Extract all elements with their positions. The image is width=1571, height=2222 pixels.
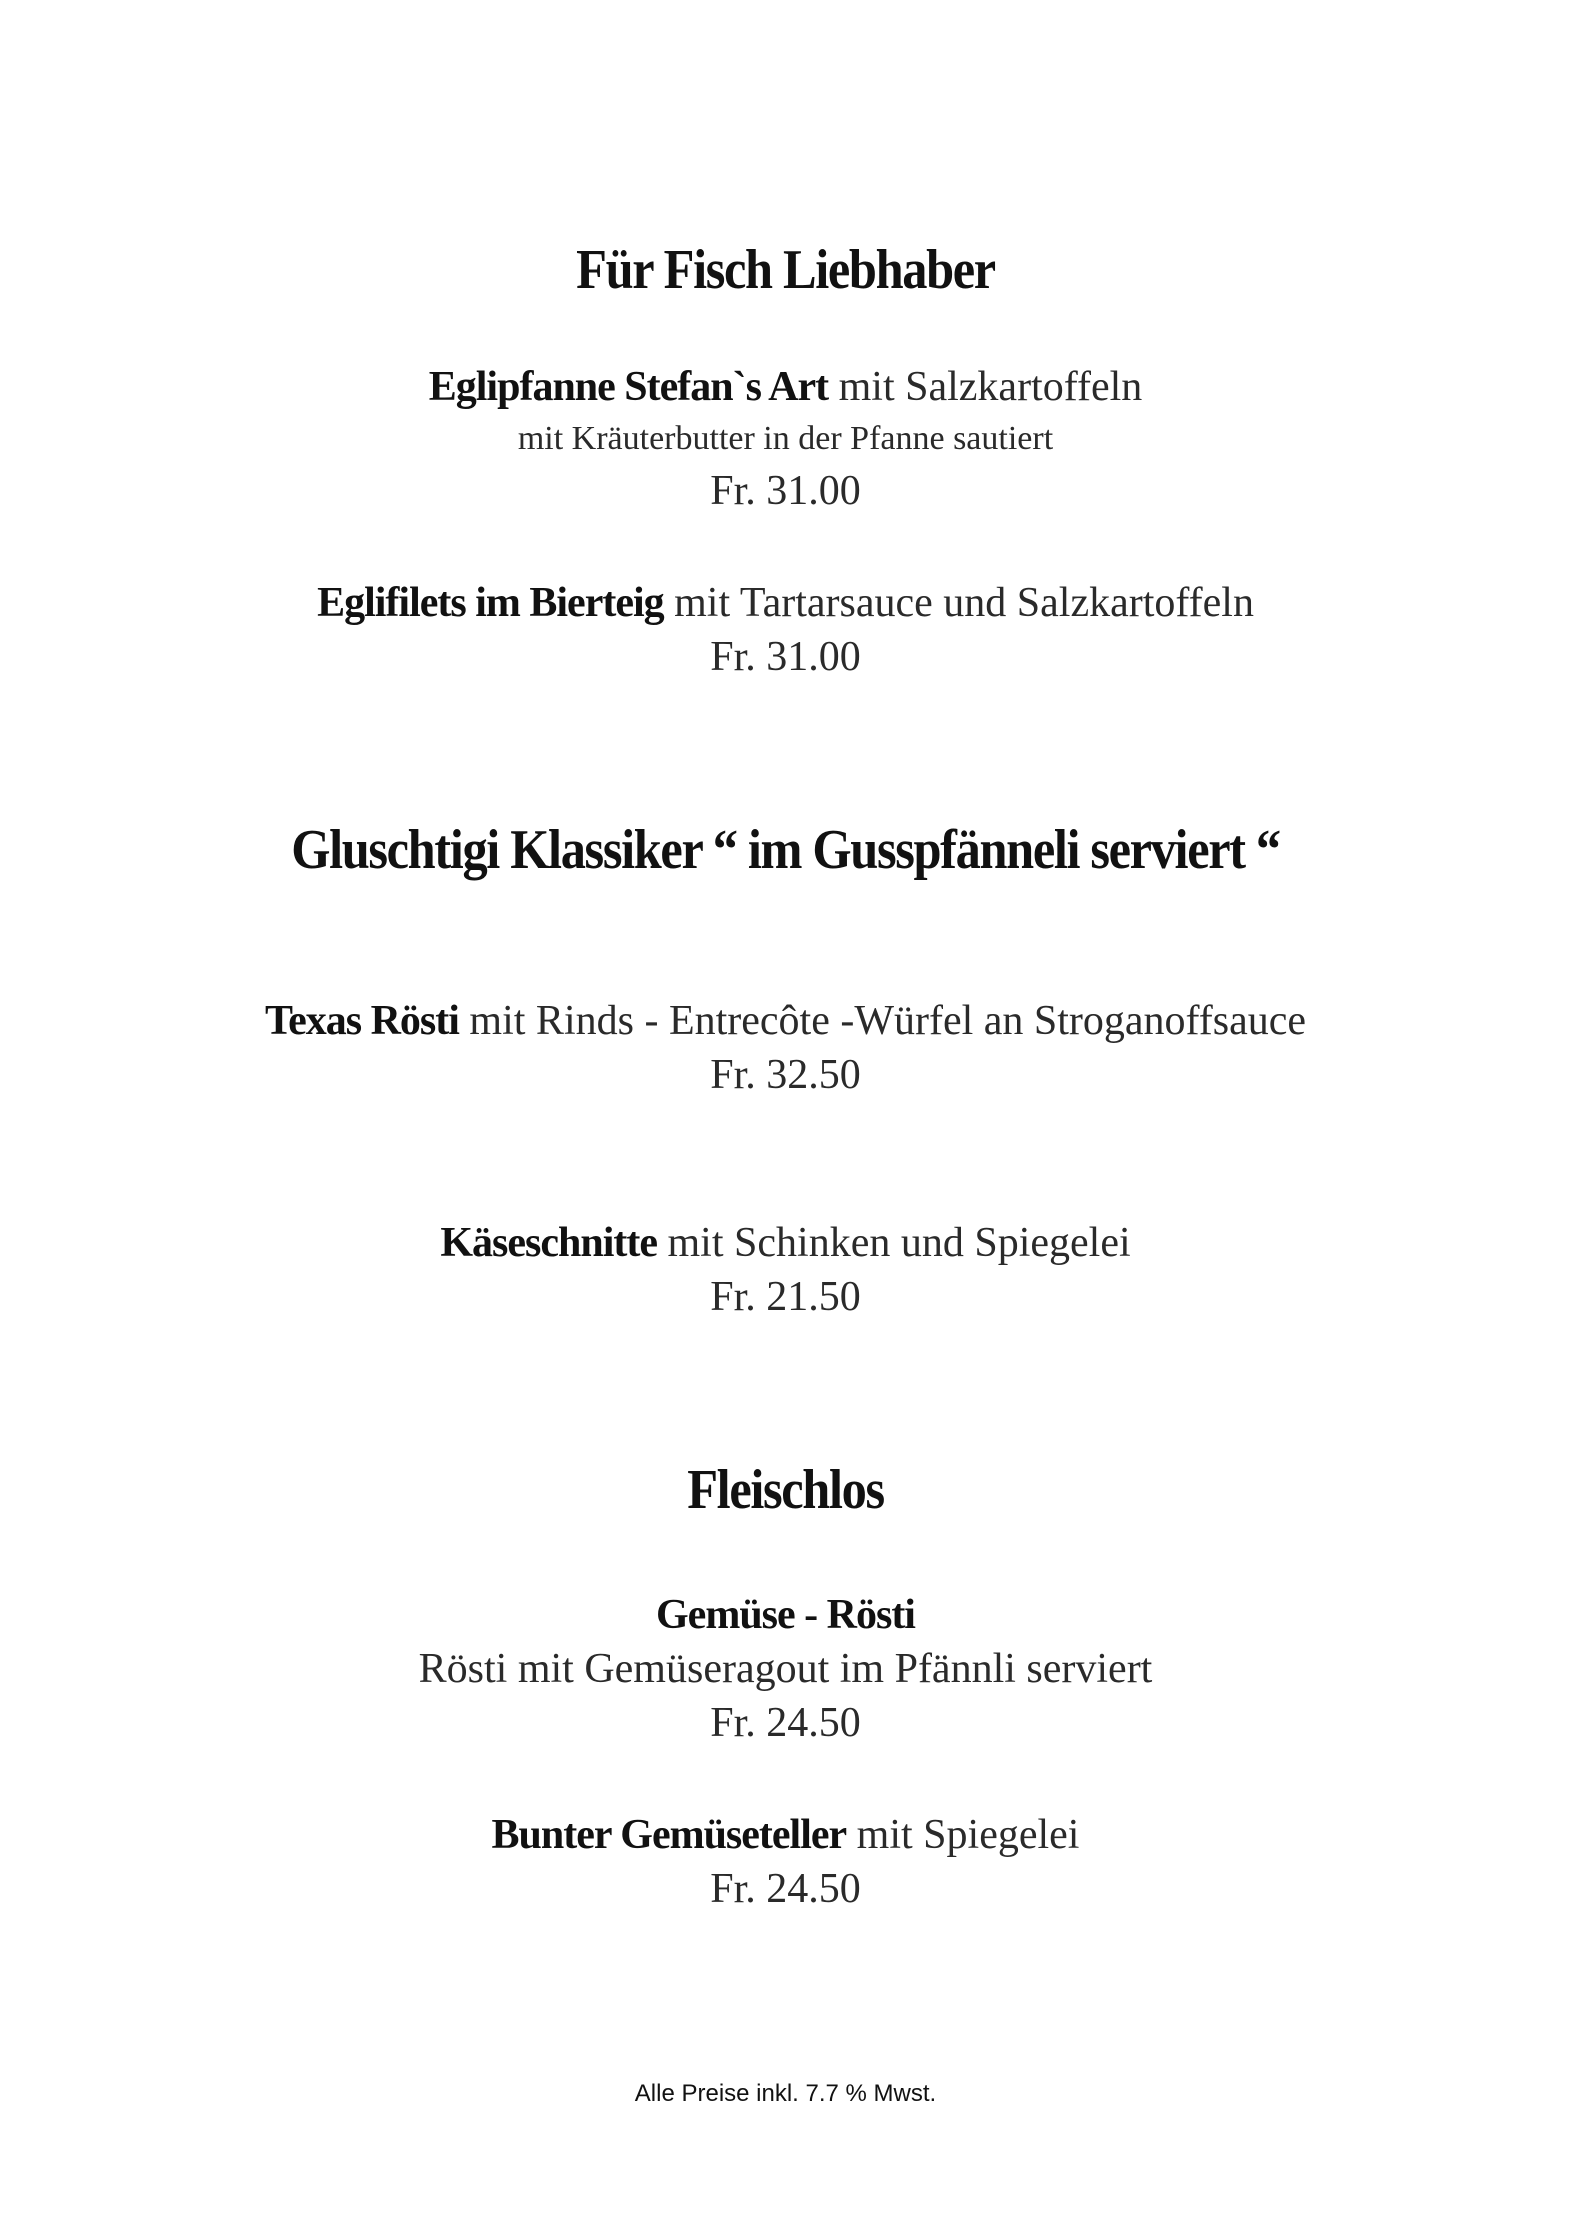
dish-price: Fr. 31.00 — [710, 468, 861, 514]
section-title-fleischlos: Fleischlos — [687, 1459, 884, 1521]
dish-description: mit Salzkartoffeln — [828, 364, 1143, 410]
section-title-fish: Für Fisch Liebhaber — [576, 239, 995, 301]
dish-price: Fr. 24.50 — [710, 1866, 861, 1912]
menu-item-gemuese-roesti — [0, 1594, 1571, 1636]
price-note-footer: Alle Preise inkl. 7.7 % Mwst. — [634, 2080, 937, 2107]
dish-price: Fr. 31.00 — [710, 634, 861, 680]
dish-name: Gemüse - Rösti — [656, 1592, 915, 1638]
dish-subdescription: mit Kräuterbutter in der Pfanne sautiert — [517, 420, 1054, 457]
dish-description: mit Rinds - Entrecôte -Würfel an Stroganoffsauce — [458, 998, 1307, 1044]
dish-name: Eglipfanne Stefan`s Art — [428, 364, 829, 410]
dish-description: mit Schinken und Spiegelei — [657, 1220, 1131, 1266]
dish-price: Fr. 24.50 — [710, 1700, 861, 1746]
dish-name: Bunter Gemüseteller — [491, 1812, 847, 1858]
dish-name: Eglifilets im Bierteig — [317, 580, 664, 626]
dish-subdescription: Rösti mit Gemüseragout im Pfännli serviert — [418, 1646, 1153, 1692]
dish-description: mit Spiegelei — [846, 1812, 1080, 1858]
dish-price: Fr. 21.50 — [710, 1274, 861, 1320]
menu-item-texas-roesti — [0, 1000, 1571, 1042]
menu-item-eglipfanne — [0, 366, 1571, 408]
section-title-klassiker: Gluschtigi Klassiker “ im Gusspfänneli serviert “ — [291, 819, 1280, 881]
dish-name: Käseschnitte — [440, 1220, 658, 1266]
menu-item-eglifilets — [0, 582, 1571, 624]
dish-name: Texas Rösti — [264, 998, 459, 1044]
dish-price: Fr. 32.50 — [710, 1052, 861, 1098]
dish-description: mit Tartarsauce und Salzkartoffeln — [663, 580, 1254, 626]
menu-item-kaeseschnitte — [0, 1222, 1571, 1264]
menu-item-gemueseteller — [0, 1814, 1571, 1856]
